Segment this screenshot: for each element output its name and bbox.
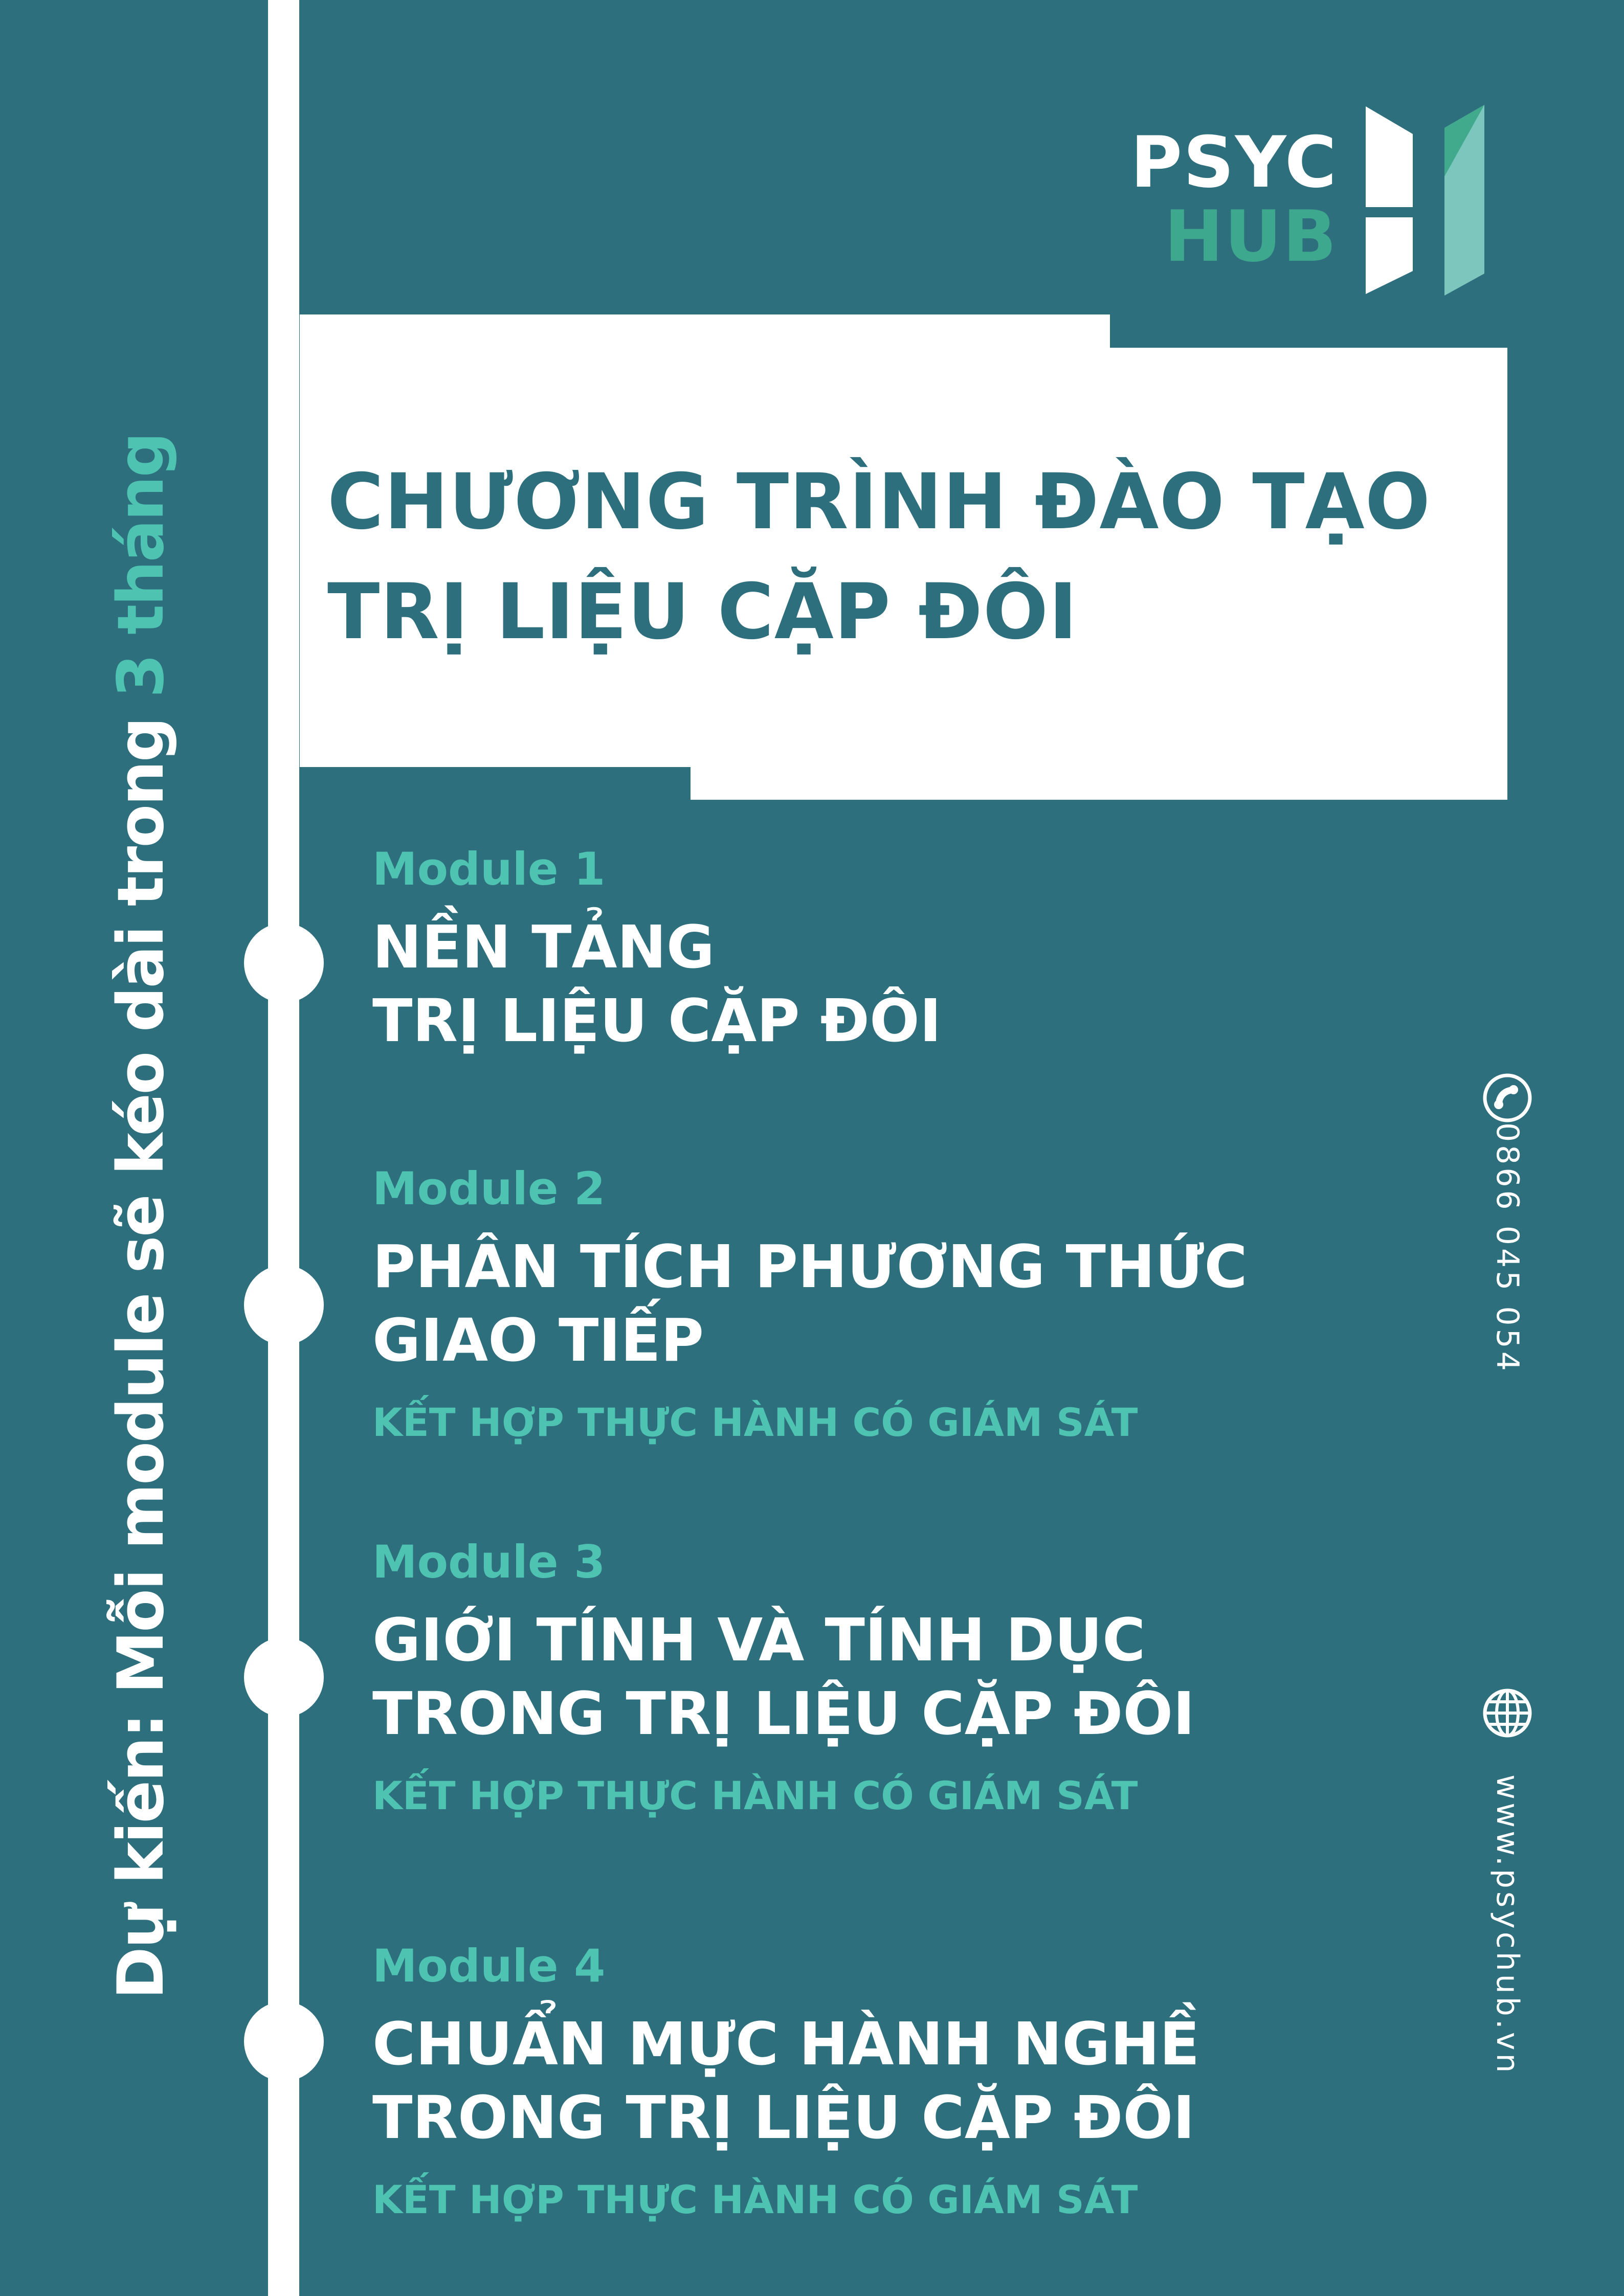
module-2-title-line2: GIAO TIẾP xyxy=(372,1307,704,1375)
module-3-label: Module 3 xyxy=(372,1536,606,1588)
logo-line-hub: HUB xyxy=(1164,195,1338,278)
module-item-3 xyxy=(372,1534,1195,1820)
timeline-dot-module-3 xyxy=(244,1637,324,1717)
module-4-subtitle: KẾT HỢP THỰC HÀNH CÓ GIÁM SÁT xyxy=(372,2177,1138,2222)
module-3-title-line1: GIỚI TÍNH VÀ TÍNH DỤC xyxy=(372,1606,1146,1675)
module-3-title-line2: TRONG TRỊ LIỆU CẶP ĐÔI xyxy=(372,1680,1195,1748)
module-item-2 xyxy=(372,1161,1248,1447)
phone-number: 0866 045 054 xyxy=(1489,1122,1525,1374)
module-item-4 xyxy=(372,1938,1199,2224)
duration-caption-text: Dự kiến: Mỗi module sẽ kéo dài trong xyxy=(104,697,178,1999)
title-card-top-notch xyxy=(1110,314,1507,348)
duration-caption-highlight: 3 tháng xyxy=(104,433,178,698)
page-title xyxy=(327,447,1431,667)
module-3-subtitle: KẾT HỢP THỰC HÀNH CÓ GIÁM SÁT xyxy=(372,1773,1138,1818)
globe-icon xyxy=(1482,1687,1533,1739)
module-2-label: Module 2 xyxy=(372,1162,606,1215)
logo-line-psyc: PSYC xyxy=(1130,121,1338,204)
module-2-title-line1: PHÂN TÍCH PHƯƠNG THỨC xyxy=(372,1233,1248,1301)
module-2-subtitle: KẾT HỢP THỰC HÀNH CÓ GIÁM SÁT xyxy=(372,1400,1138,1445)
psychub-h-mark-icon xyxy=(1358,100,1491,302)
module-4-title-line1: CHUẨN MỰC HÀNH NGHỀ xyxy=(372,2010,1200,2079)
page-title-line2: TRỊ LIỆU CẶP ĐÔI xyxy=(327,568,1078,657)
duration-caption xyxy=(91,317,191,1999)
timeline-dot-module-2 xyxy=(244,1265,324,1345)
timeline-dot-module-4 xyxy=(244,2001,324,2081)
module-1-title-line2: TRỊ LIỆU CẶP ĐÔI xyxy=(372,987,942,1055)
title-card-bottom-notch xyxy=(300,767,691,800)
psychub-logo xyxy=(1100,121,1338,278)
module-4-label: Module 4 xyxy=(372,1940,606,1992)
module-item-1 xyxy=(372,841,942,1058)
timeline-line xyxy=(268,0,299,2296)
timeline-dot-module-1 xyxy=(244,923,324,1003)
module-4-title-line2: TRONG TRỊ LIỆU CẶP ĐÔI xyxy=(372,2084,1195,2152)
website-url: www.psychub.vn xyxy=(1489,1774,1525,2076)
page-title-line1: CHƯƠNG TRÌNH ĐÀO TẠO xyxy=(327,458,1431,547)
module-1-label: Module 1 xyxy=(372,843,606,895)
phone-icon xyxy=(1482,1072,1533,1123)
module-1-title-line1: NỀN TẢNG xyxy=(372,913,715,982)
